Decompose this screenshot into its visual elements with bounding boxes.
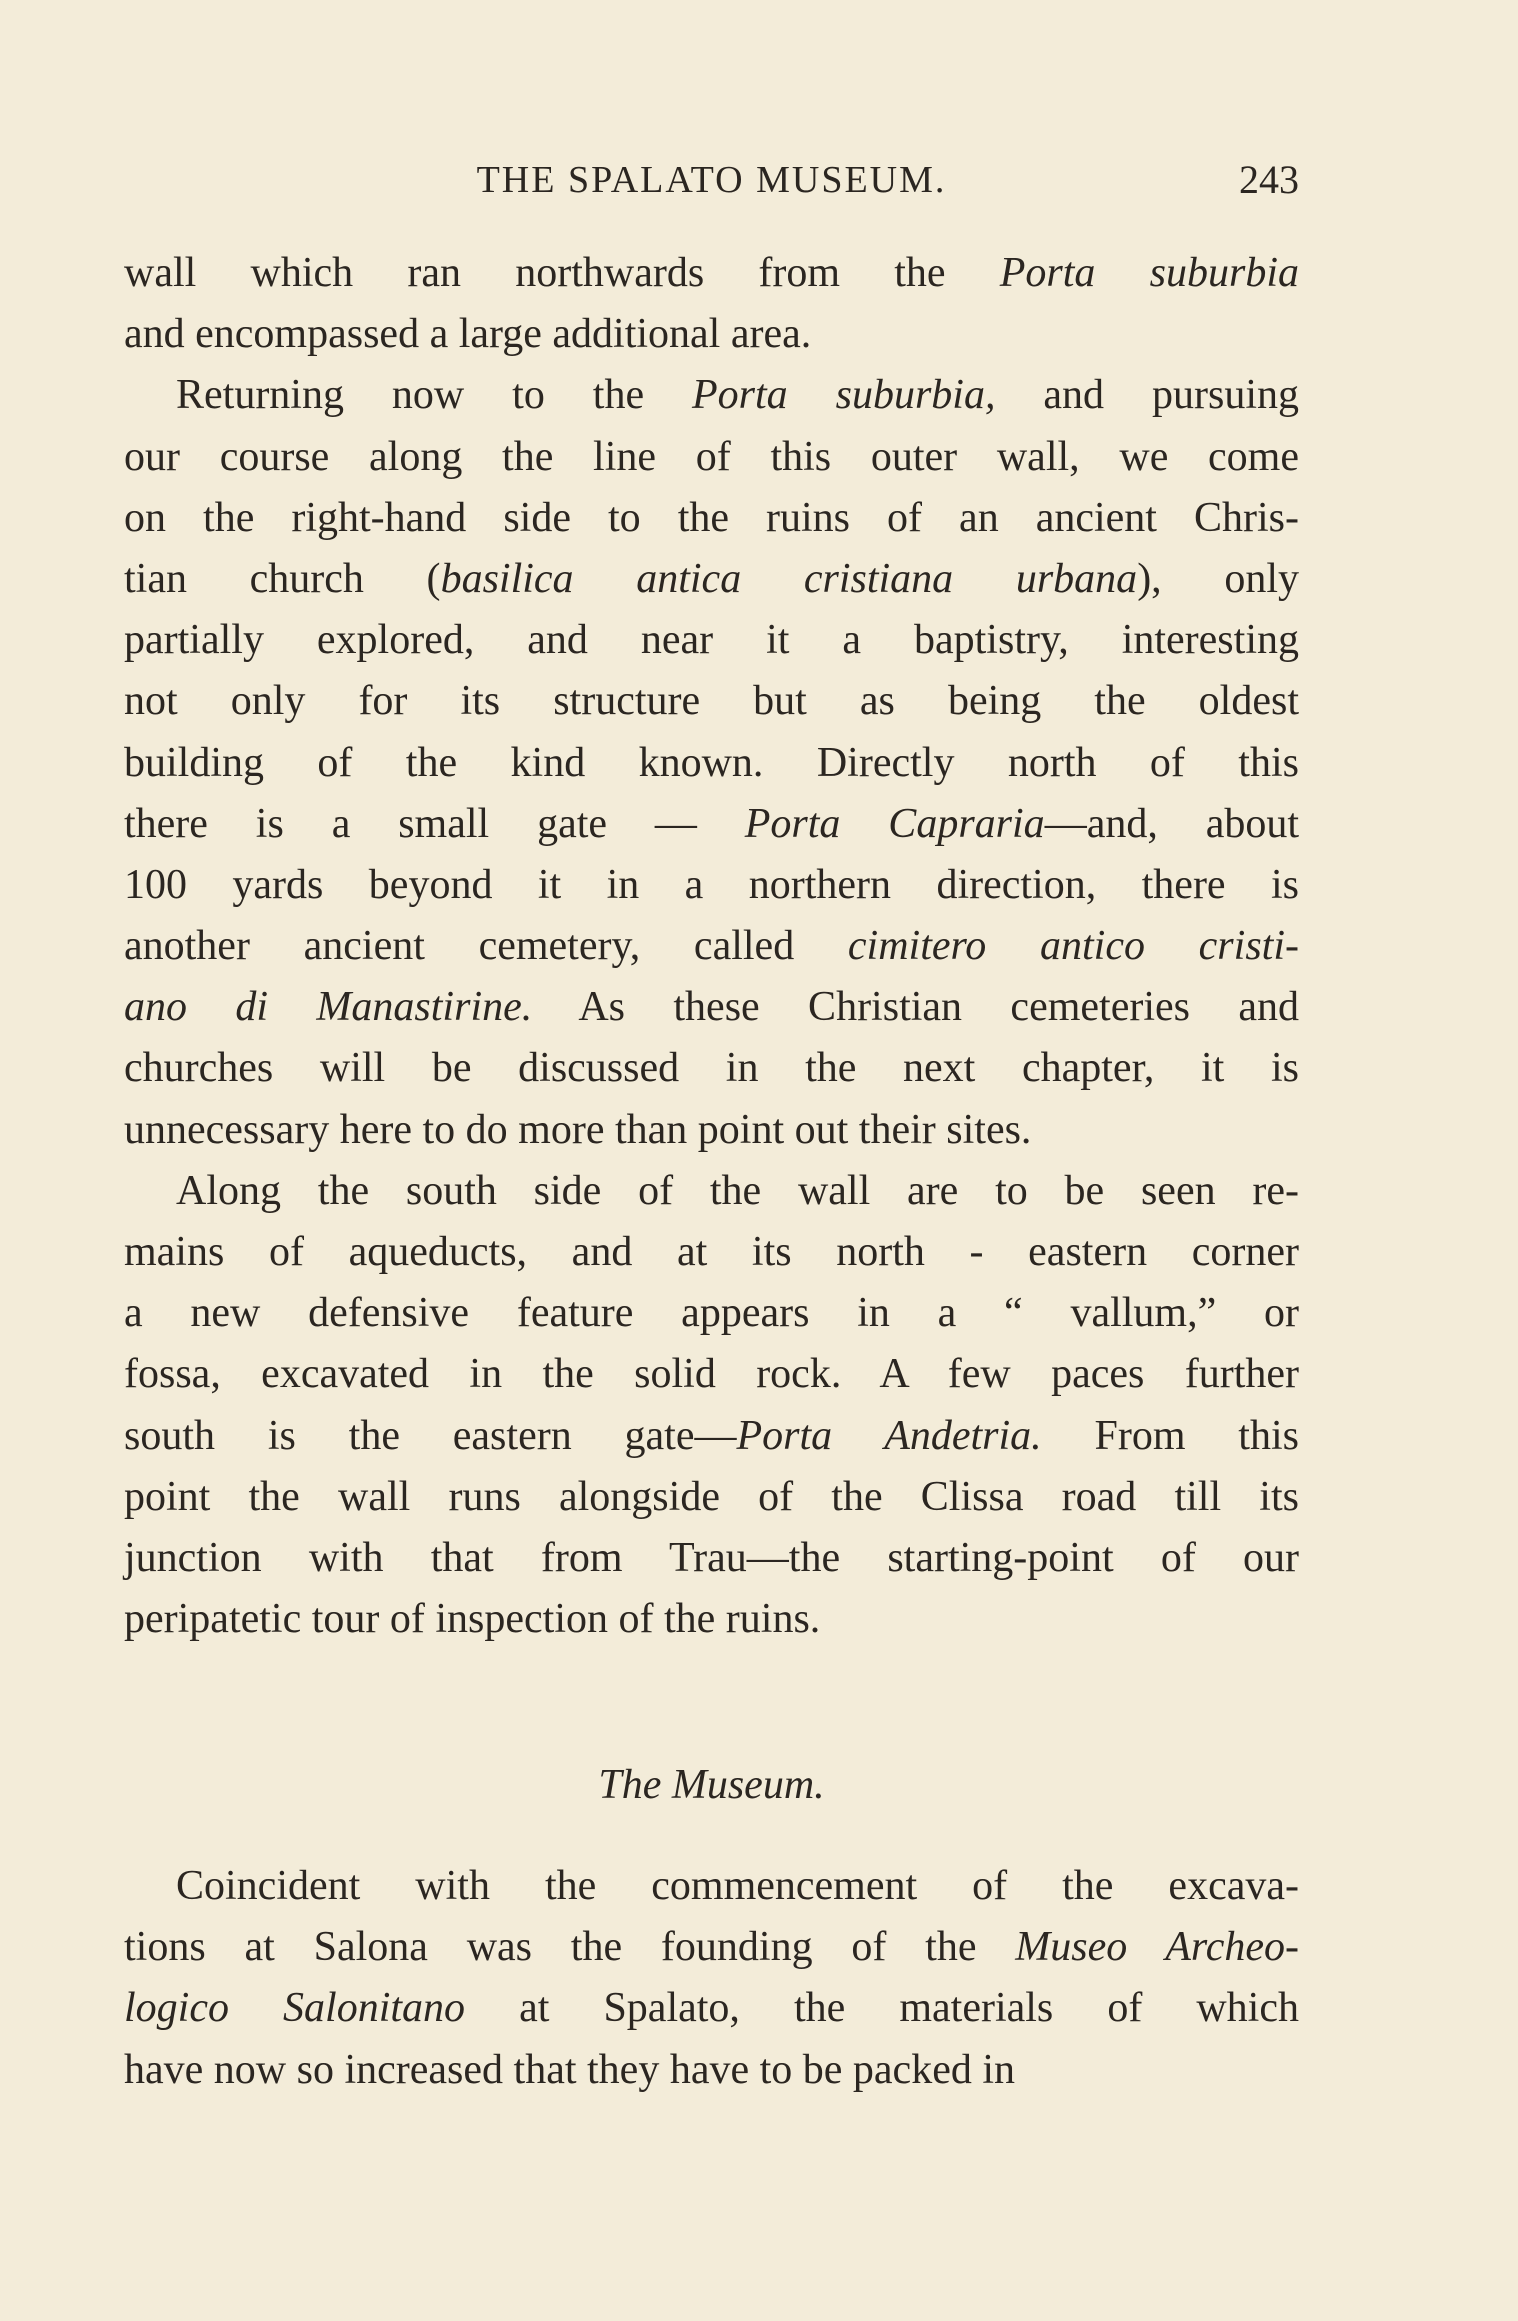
text-run: mains of aqueducts, and at its north - eastern corner [124, 1229, 1299, 1275]
text-run: on the right-hand side to the ruins of an ancient Chris- [124, 494, 1299, 541]
text-run: and pursuing [995, 372, 1299, 419]
text-run: there is a small gate — [124, 800, 745, 847]
text-line [124, 549, 1299, 610]
text-line [124, 1528, 1299, 1589]
italic-text: Porta suburbia, [692, 372, 996, 419]
text-line [124, 1100, 1299, 1161]
italic-text: ano di Manastirine. [124, 984, 533, 1031]
text-line [124, 794, 1299, 855]
text-run: point the wall runs alongside of the Clissa road till its [124, 1473, 1299, 1520]
text-run: junction with that from Trau—the starting-point of our [124, 1534, 1299, 1581]
text-run: another ancient cemetery, called [124, 923, 848, 970]
italic-text: basilica antica cristiana urbana [440, 555, 1138, 602]
text-run: at Spalato, the materials of which [465, 1985, 1299, 2032]
text-line [124, 1467, 1299, 1528]
text-line [124, 733, 1299, 794]
text-line [124, 1283, 1299, 1344]
text-line [124, 1038, 1299, 1099]
italic-text: Porta suburbia [999, 250, 1300, 296]
text-line [124, 427, 1299, 488]
text-line [124, 977, 1299, 1038]
page-number: 243 [1239, 157, 1299, 202]
text-line [124, 488, 1299, 549]
running-head [124, 150, 1299, 210]
text-line [124, 1589, 1299, 1650]
text-line [124, 243, 1299, 304]
text-run: ), only [1137, 555, 1299, 602]
text-line [124, 610, 1299, 671]
text-line [124, 365, 1299, 426]
running-title: THE SPALATO MUSEUM. [476, 159, 947, 201]
text-run: tian church ( [124, 555, 441, 602]
text-run: building of the kind known. Directly north of this [124, 739, 1299, 786]
text-run: partially explored, and near it a baptistry, interesting [124, 617, 1299, 664]
italic-text: Museo Archeo- [1015, 1924, 1299, 1971]
text-run: —and, about [1044, 800, 1300, 847]
text-line [124, 1344, 1299, 1405]
text-run: south is the eastern gate— [124, 1412, 737, 1459]
italic-text: cimitero antico cristi- [847, 923, 1299, 970]
text-run: Along the south side of the wall are to be seen re- [176, 1167, 1299, 1214]
text-line [124, 1978, 1299, 2039]
text-line [124, 1222, 1299, 1283]
text-run: unnecessary here to do more than point out their sites. [124, 1106, 1032, 1153]
text-run: tions at Salona was the founding of the [124, 1924, 1016, 1971]
text-line [124, 916, 1299, 977]
italic-text: Porta Andetria. [736, 1412, 1042, 1459]
text-run: fossa, excavated in the solid rock. A few paces further [124, 1351, 1299, 1398]
text-run: a new defensive feature appears in a “ vallum,” or [124, 1290, 1299, 1337]
text-run: have now so increased that they have to be packed in [124, 2046, 1016, 2093]
text-run: not only for its structure but as being the oldest [124, 678, 1299, 725]
text-run: peripatetic tour of inspection of the ruins. [124, 1596, 821, 1643]
section-heading: The Museum. [598, 1762, 825, 1808]
body-text [124, 243, 1299, 1650]
text-run: From this [1041, 1412, 1299, 1459]
text-line [124, 1161, 1299, 1222]
text-line [124, 304, 1299, 365]
italic-text: logico Salonitano [124, 1985, 466, 2032]
text-line [124, 1856, 1299, 1917]
text-run: churches will be discussed in the next chapter, it is [124, 1045, 1299, 1092]
body-text-continued [124, 1856, 1299, 2101]
text-line [124, 2040, 1299, 2101]
text-run: Coincident with the commencement of the excava- [176, 1863, 1299, 1909]
text-run: and encompassed a large additional area. [124, 311, 812, 358]
text-run: As these Christian cemeteries and [532, 984, 1299, 1031]
text-line [124, 855, 1299, 916]
text-run: our course along the line of this outer wall, we come [124, 433, 1299, 480]
text-run: Returning now to the [176, 372, 693, 419]
text-run: wall which ran northwards from the [124, 250, 1000, 296]
text-line [124, 1406, 1299, 1467]
text-line [124, 1917, 1299, 1978]
italic-text: Porta Capraria [744, 800, 1045, 847]
text-line [124, 671, 1299, 732]
text-run: 100 yards beyond it in a northern direction, there is [124, 861, 1299, 908]
